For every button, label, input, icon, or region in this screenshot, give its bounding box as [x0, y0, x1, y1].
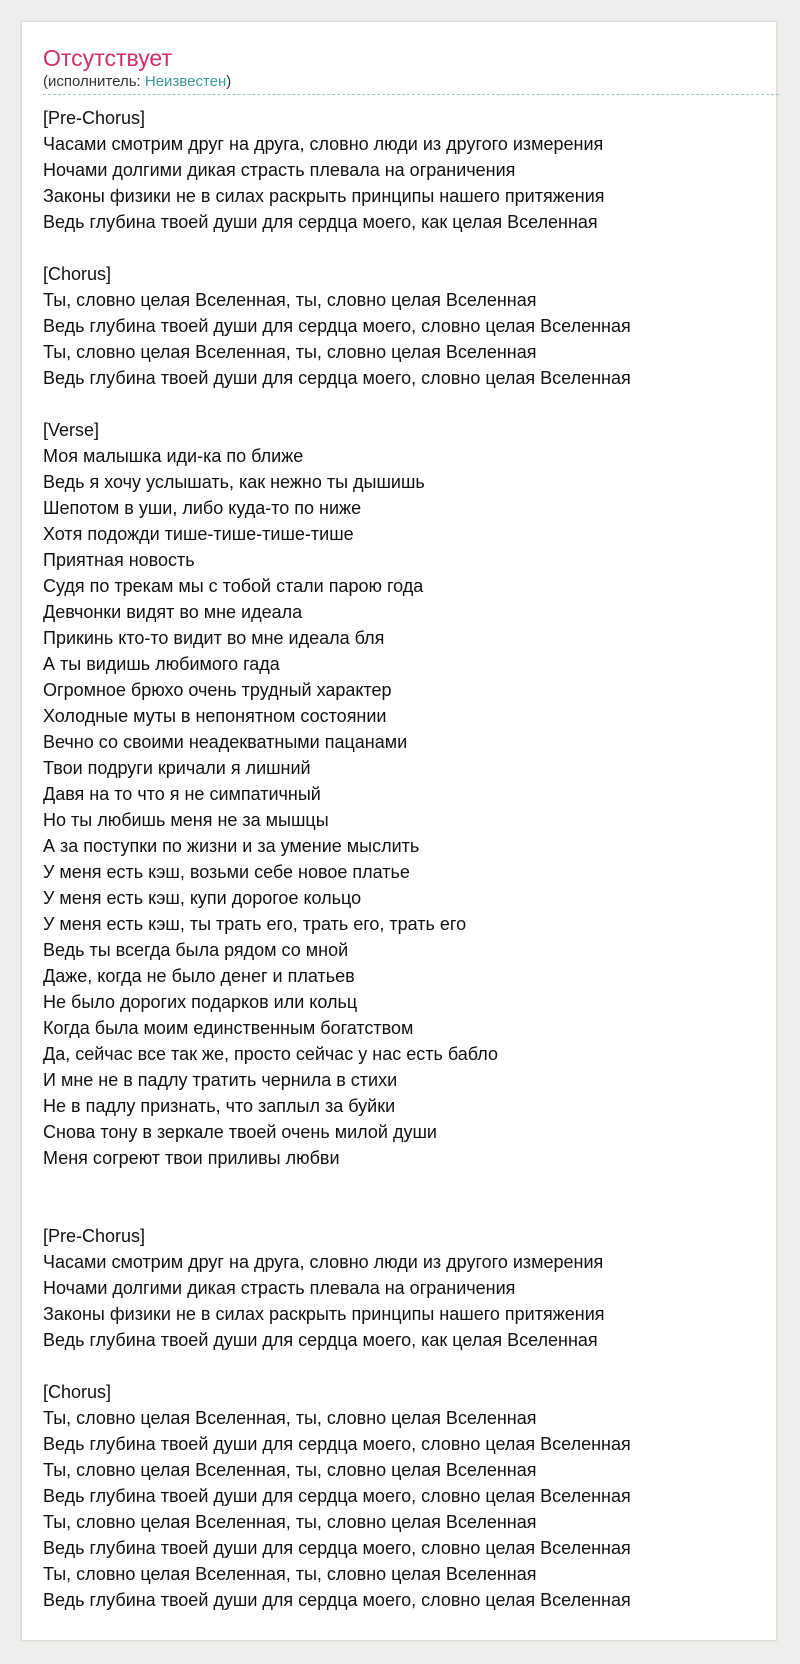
performer-name-link[interactable]: Неизвестен: [144, 73, 227, 90]
performer-prefix: (исполнитель:: [43, 73, 145, 90]
lyrics-card: [21, 21, 777, 1641]
performer-line: [43, 73, 231, 91]
song-title: Отсутствует: [43, 45, 172, 71]
lyrics-text: [Pre-Chorus] Часами смотрим друг на друга, словно люди из другого измерения Ночами долгими дикая страсть плевала на ограничения Законы физики не в силах раскрыть принципы нашего притяжения Ведь глубина твоей души для сердца моего, как целая Вселенная [Chorus] Ты, словно целая Вселенная, ты, словно целая Вселенная Ведь глубина твоей души для сердца моего, словно целая Вселенная Ты, словно целая Вселенная, ты, словно целая Вселенная Ведь глубина твоей души для сердца моего, словно целая Вселенная [Verse] Моя малышка иди-ка по ближе Ведь я хочу услышать, как нежно ты дышишь Шепотом в уши, либо куда-то по ниже Хотя подожди тише-тише-тише-тише Приятная новость Судя по трекам мы с тобой стали парою года Девчонки видят во мне идеала Прикинь кто-то видит во мне идеала бля А ты видишь любимого гада Огромное брюхо очень трудный характер Холодные муты в непонятном состоянии Вечно со своими неадекватными пацанами Твои подруги кричали я лишний Давя на то что я не симпатичный Но ты любишь меня не за мышцы А за поступки по жизни и за умение мыслить У меня есть кэш, возьми себе новое платье У меня есть кэш, купи дорогое кольцо У меня есть кэш, ты трать его, трать его, трать его Ведь ты всегда была рядом со мной Даже, когда не было денег и платьев Не было дорогих подарков или кольц Когда была моим единственным богатством Да, сейчас все так же, просто сейчас у нас есть бабло И мне не в падлу тратить чернила в стихи Не в падлу признать, что заплыл за буйки Снова тону в зеркале твоей очень милой души Меня согреют твои приливы любви [Pre-Chorus] Часами смотрим друг на друга, словно люди из другого измерения Ночами долгими дикая страсть плевала на ограничения Законы физики не в силах раскрыть принципы нашего притяжения Ведь глубина твоей души для сердца моего, как целая Вселенная [Chorus] Ты, словно целая Вселенная, ты, словно целая Вселенная Ведь глубина твоей души для сердца моего, словно целая Вселенная Ты, словно целая Вселенная, ты, словно целая Вселенная Ведь глубина твоей души для сердца моего, словно целая Вселенная Ты, словно целая Вселенная, ты, словно целая Вселенная Ведь глубина твоей души для сердца моего, словно целая Вселенная Ты, словно целая Вселенная, ты, словно целая Вселенная Ведь глубина твоей души для сердца моего, словно целая Вселенная: [43, 108, 631, 1610]
header-divider: [43, 94, 779, 95]
performer-suffix: ): [226, 73, 232, 90]
